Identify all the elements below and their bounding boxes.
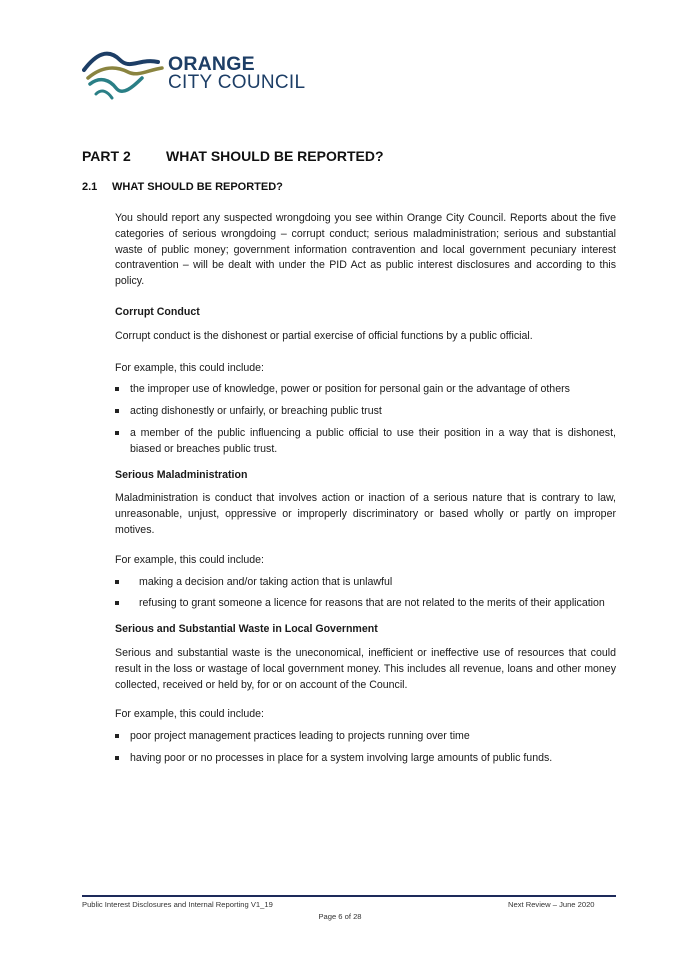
bullet-icon [115,387,119,391]
bullet-icon [115,580,119,584]
part-number: PART 2 [82,148,131,164]
bullet-icon [115,431,119,435]
corrupt-example-intro: For example, this could include: [115,361,264,374]
list-item: making a decision and/or taking action that is unlawful [115,575,616,591]
list-item: acting dishonestly or unfairly, or breaching public trust [115,404,616,420]
list-item: poor project management practices leading to projects running over time [115,729,616,745]
bullet-icon [115,756,119,760]
waste-example-list [115,729,616,767]
section-number: 2.1 [82,181,98,193]
corrupt-example-list [115,382,616,457]
section-body [115,211,616,773]
section-title: WHAT SHOULD BE REPORTED? [112,181,283,193]
waste-definition: Serious and substantial waste is the uneconomical, inefficient or ineffective use of resources that could result in the loss or wastage of local government money. This includes all revenue, loans and other money collected, received or held by, for or on account of the Council. [115,646,616,691]
maladministration-example-intro: For example, this could include: [115,553,264,566]
list-item: a member of the public influencing a public official to use their position in a way that is dishonest, biased or breaches public trust. [115,426,616,458]
waste-heading: Serious and Substantial Waste in Local Government [115,623,378,636]
footer-divider [82,895,616,897]
waste-example-intro: For example, this could include: [115,708,264,721]
list-item: the improper use of knowledge, power or position for personal gain or the advantage of others [115,382,616,398]
footer-document-title: Public Interest Disclosures and Internal Reporting V1_19 [82,900,273,909]
footer-page-number: Page 6 of 28 [318,912,362,921]
part-title: WHAT SHOULD BE REPORTED? [166,148,384,164]
section-heading [82,181,283,193]
bullet-icon [115,734,119,738]
logo-hills-icon [82,40,166,104]
logo-line-2: CITY COUNCIL [168,72,306,93]
list-item: having poor or no processes in place for a system involving large amounts of public funds. [115,751,616,767]
corrupt-conduct-definition: Corrupt conduct is the dishonest or partial exercise of official functions by a public official. [115,329,533,342]
list-item: refusing to grant someone a licence for reasons that are not related to the merits of their application [115,596,616,612]
maladministration-example-list [115,575,616,613]
orange-city-council-logo [82,40,332,104]
maladministration-definition: Maladministration is conduct that involves action or inaction of a serious nature that is contrary to law, unreasonable, unjust, oppressive or improperly discriminatory or based wholly or partly on improper motives. [115,492,616,536]
maladministration-heading: Serious Maladministration [115,468,248,481]
part-heading [82,148,384,164]
footer-next-review: Next Review – June 2020 [508,900,595,909]
intro-paragraph: You should report any suspected wrongdoing you see within Orange City Council. Reports about the five categories of serious wrongdoing – corrupt conduct; serious maladministration; serious and substantial waste of public money; government information contravention and local government pecuniary interest contravention – will be dealt with under the PID Act as public interest disclosures and according to this policy. [115,212,616,288]
bullet-icon [115,601,119,605]
logo-line-1: ORANGE [168,53,255,75]
corrupt-conduct-heading: Corrupt Conduct [115,305,200,318]
bullet-icon [115,409,119,413]
